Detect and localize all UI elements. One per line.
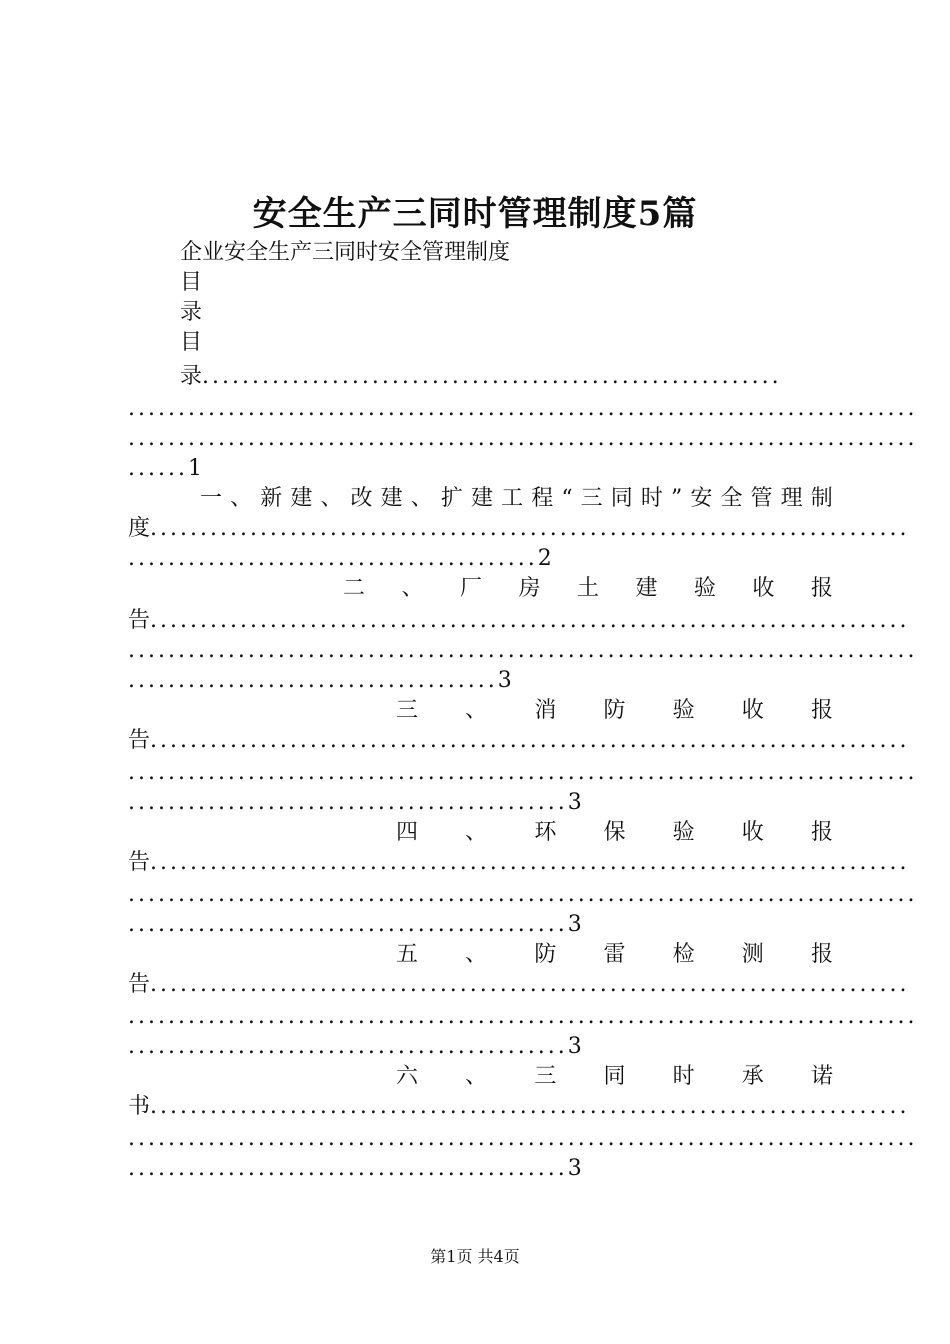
mu-char-2: 目 [180, 330, 203, 355]
toc-item-1-char: 建 [380, 486, 403, 511]
toc-item-5-head [396, 940, 833, 970]
toc-item-4-char: 保 [603, 820, 626, 845]
toc-item-1-char: 、 [410, 486, 433, 511]
toc-item-1-char: 程 [531, 486, 554, 511]
toc-item-2-char: 房 [518, 576, 541, 601]
mu-char: 目 [180, 270, 203, 295]
toc-page-number: 3 [497, 668, 512, 693]
leader-dots: ...... [128, 456, 188, 481]
toc-item-5-char: 防 [534, 942, 557, 967]
toc-item-5-char: 检 [672, 942, 695, 967]
toc-item-6-char: 诺 [810, 1064, 833, 1089]
subtitle: 企业安全生产三同时安全管理制度 [180, 240, 511, 265]
toc-item-2-char: 报 [810, 576, 833, 601]
leader-dots: ............................................................................ [150, 728, 910, 753]
toc-item-1-char: 理 [780, 486, 803, 511]
toc-item-6-char: 时 [672, 1064, 695, 1089]
toc-item-1-char: “ [561, 486, 573, 511]
toc-item-4-char: 报 [810, 820, 833, 845]
toc-item-1-char: 制 [810, 486, 833, 511]
page-footer: 第1页 共4页 [430, 1247, 520, 1266]
toc-item-3-char: 防 [603, 698, 626, 723]
toc-item-4-char: 验 [672, 820, 695, 845]
toc-item-1-tail-line [128, 514, 910, 544]
leader-dots: ............................................ [128, 1156, 568, 1181]
toc-item-2-tail: 告 [128, 608, 151, 633]
toc-item-5-char: 雷 [603, 942, 626, 967]
toc-item-6-page-line [128, 1154, 833, 1184]
leader-dots: .......................................................... [202, 364, 782, 389]
toc-item-3-char: 、 [465, 698, 488, 723]
toc-page-number: 3 [567, 912, 582, 937]
toc-item-5-char: 五 [396, 942, 419, 967]
leader-dots: ............................................ [128, 1034, 568, 1059]
toc-item-1-char: ” [670, 486, 683, 511]
toc-page-number: 2 [537, 546, 552, 571]
toc-item-2-char: 二 [343, 576, 366, 601]
toc-item-1-char: 时 [640, 486, 663, 511]
toc-item-6-tail-line [128, 1092, 910, 1122]
leader-dots: ............................................................................... [128, 1126, 918, 1151]
toc-page-number: 3 [567, 1034, 582, 1059]
toc-item-5-char: 测 [741, 942, 764, 967]
toc-item-2-char: 建 [635, 576, 658, 601]
toc-item-4-char: 、 [465, 820, 488, 845]
toc-item-5-page-line [128, 1032, 833, 1062]
toc-item-1-tail: 度 [128, 516, 151, 541]
toc-item-2-char: 验 [693, 576, 716, 601]
toc-page-number: 3 [567, 1156, 582, 1181]
toc-item-6-char: 、 [465, 1064, 488, 1089]
toc-item-1-char: 三 [580, 486, 603, 511]
toc-item-5-tail-line [128, 970, 910, 1000]
leader-dots: ............................................................................ [150, 608, 910, 633]
toc-item-2-tail-line [128, 606, 910, 636]
toc-item-1-head [200, 484, 833, 514]
leader-dots: ............................................................................ [150, 850, 910, 875]
toc-item-1-char: 建 [470, 486, 493, 511]
toc-item-3-char: 三 [396, 698, 419, 723]
toc-item-1-char: 安 [690, 486, 713, 511]
toc-item-6-char: 三 [534, 1064, 557, 1089]
toc-item-4-char: 四 [396, 820, 419, 845]
toc-item-3-char: 验 [672, 698, 695, 723]
toc-item-1-char: 工 [501, 486, 524, 511]
leader-dots: ..................................... [128, 668, 498, 693]
leader-dots: ............................................................................ [150, 516, 910, 541]
toc-item-4-page-line [128, 910, 833, 940]
toc-item-1-char: 管 [750, 486, 773, 511]
leader-dots: ............................................................................... [128, 1004, 918, 1029]
toc-item-1-page-line [128, 544, 833, 574]
leader-dots: ............................................................................... [128, 882, 918, 907]
leader-dots: ............................................................................... [128, 396, 918, 421]
toc-item-2-char: 收 [752, 576, 775, 601]
toc-item-2-char: 厂 [459, 576, 482, 601]
leader-dots: ............................................ [128, 790, 568, 815]
leader-dots: ............................................................................ [150, 1094, 910, 1119]
toc-heading-page-line [128, 454, 833, 484]
toc-item-2-char: 土 [576, 576, 599, 601]
toc-item-3-head [396, 696, 833, 726]
leader-dots: ............................................................................... [128, 426, 918, 451]
toc-item-1-char: 扩 [440, 486, 463, 511]
toc-page-number: 1 [187, 456, 202, 481]
leader-dots: ............................................ [128, 912, 568, 937]
toc-item-3-char: 消 [534, 698, 557, 723]
leader-dots: ............................................................................ [150, 972, 910, 997]
lu-char: 录 [180, 300, 203, 325]
toc-page-number: 3 [567, 790, 582, 815]
toc-item-3-char: 收 [741, 698, 764, 723]
toc-heading-label: 录 [180, 364, 203, 389]
toc-item-1-char: 一 [200, 486, 223, 511]
toc-item-1-char: 全 [720, 486, 743, 511]
toc-item-4-tail-line [128, 848, 910, 878]
toc-item-1-char: 新 [260, 486, 283, 511]
toc-item-4-tail: 告 [128, 850, 151, 875]
toc-item-5-char: 报 [810, 942, 833, 967]
toc-item-6-char: 承 [741, 1064, 764, 1089]
toc-item-5-tail: 告 [128, 972, 151, 997]
document-title: 安全生产三同时管理制度5篇 [252, 194, 698, 234]
toc-item-6-char: 六 [396, 1064, 419, 1089]
leader-dots: ............................................................................... [128, 760, 918, 785]
toc-item-3-char: 报 [810, 698, 833, 723]
toc-item-6-head [396, 1062, 833, 1092]
leader-dots: ......................................... [128, 546, 538, 571]
toc-item-1-char: 改 [350, 486, 373, 511]
toc-item-4-head [396, 818, 833, 848]
toc-item-3-tail: 告 [128, 728, 151, 753]
toc-item-5-char: 、 [465, 942, 488, 967]
toc-item-2-char: 、 [401, 576, 424, 601]
toc-item-1-char: 、 [320, 486, 343, 511]
toc-item-1-char: 建 [290, 486, 313, 511]
toc-item-3-page-line [128, 788, 833, 818]
leader-dots: ............................................................................... [128, 638, 918, 663]
toc-item-1-char: 同 [610, 486, 633, 511]
toc-item-1-char: 、 [230, 486, 253, 511]
toc-heading-line [180, 362, 833, 392]
toc-item-6-tail: 书 [128, 1094, 151, 1119]
toc-item-2-page-line [128, 666, 833, 696]
toc-item-3-tail-line [128, 726, 910, 756]
toc-item-4-char: 收 [741, 820, 764, 845]
toc-item-4-char: 环 [534, 820, 557, 845]
toc-item-6-char: 同 [603, 1064, 626, 1089]
toc-item-2-head [343, 574, 833, 604]
